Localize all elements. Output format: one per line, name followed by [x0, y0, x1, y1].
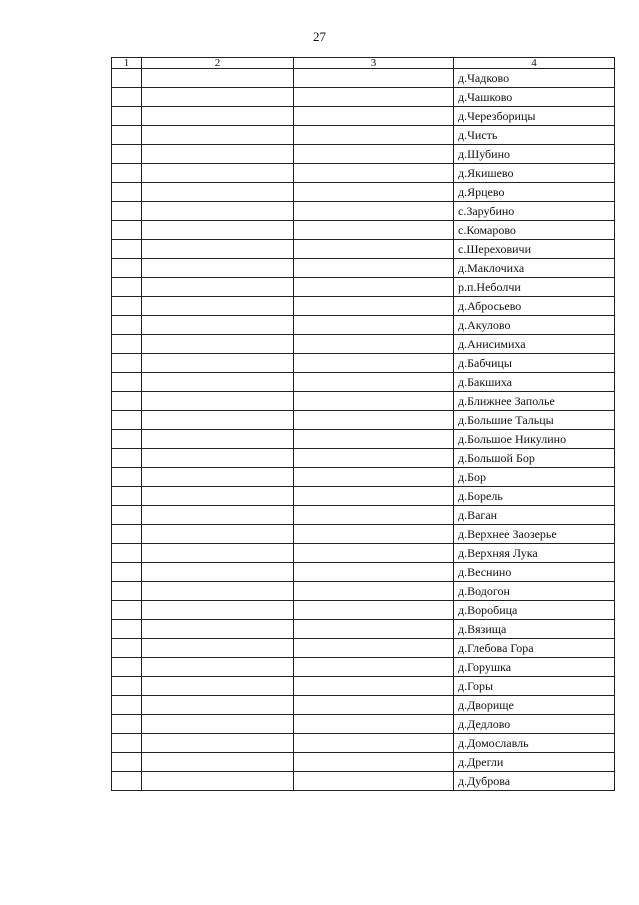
settlement-name: д.Чашково	[454, 88, 615, 107]
table-row	[112, 563, 615, 582]
settlement-name: д.Анисимиха	[454, 335, 615, 354]
cell-col-3	[294, 506, 454, 525]
cell-col-2	[142, 487, 294, 506]
cell-col-3	[294, 202, 454, 221]
cell-col-2	[142, 392, 294, 411]
cell-col-2	[142, 601, 294, 620]
cell-col-3	[294, 107, 454, 126]
cell-col-1	[112, 221, 142, 240]
cell-col-2	[142, 164, 294, 183]
table-row	[112, 582, 615, 601]
cell-col-1	[112, 373, 142, 392]
settlement-name: д.Дрегли	[454, 753, 615, 772]
settlement-name: д.Горы	[454, 677, 615, 696]
cell-col-3	[294, 715, 454, 734]
cell-col-1	[112, 354, 142, 373]
settlement-name: д.Акулово	[454, 316, 615, 335]
cell-col-3	[294, 164, 454, 183]
settlement-name: д.Шубино	[454, 145, 615, 164]
cell-col-2	[142, 88, 294, 107]
table-row	[112, 753, 615, 772]
cell-col-3	[294, 88, 454, 107]
cell-col-3	[294, 601, 454, 620]
cell-col-2	[142, 677, 294, 696]
settlement-name: д.Водогон	[454, 582, 615, 601]
cell-col-3	[294, 772, 454, 791]
cell-col-3	[294, 696, 454, 715]
settlement-name: д.Бакшиха	[454, 373, 615, 392]
cell-col-3	[294, 354, 454, 373]
cell-col-1	[112, 639, 142, 658]
cell-col-3	[294, 449, 454, 468]
table-header-row	[112, 58, 615, 69]
table-row	[112, 715, 615, 734]
settlement-name: с.Шереховичи	[454, 240, 615, 259]
table-row	[112, 278, 615, 297]
cell-col-2	[142, 354, 294, 373]
cell-col-1	[112, 164, 142, 183]
cell-col-3	[294, 392, 454, 411]
cell-col-1	[112, 753, 142, 772]
cell-col-2	[142, 259, 294, 278]
settlement-name: д.Дворище	[454, 696, 615, 715]
cell-col-3	[294, 620, 454, 639]
cell-col-1	[112, 487, 142, 506]
cell-col-1	[112, 430, 142, 449]
settlement-name: д.Верхнее Заозерье	[454, 525, 615, 544]
cell-col-2	[142, 506, 294, 525]
settlement-name: д.Верхняя Лука	[454, 544, 615, 563]
table-row	[112, 506, 615, 525]
table-row	[112, 259, 615, 278]
cell-col-2	[142, 620, 294, 639]
settlements-table	[111, 57, 615, 791]
cell-col-1	[112, 107, 142, 126]
cell-col-1	[112, 563, 142, 582]
cell-col-2	[142, 240, 294, 259]
cell-col-1	[112, 696, 142, 715]
settlement-name: р.п.Неболчи	[454, 278, 615, 297]
cell-col-1	[112, 69, 142, 88]
cell-col-1	[112, 772, 142, 791]
cell-col-1	[112, 183, 142, 202]
table-row	[112, 88, 615, 107]
settlement-name: д.Глебова Гора	[454, 639, 615, 658]
cell-col-2	[142, 221, 294, 240]
cell-col-3	[294, 658, 454, 677]
cell-col-3	[294, 183, 454, 202]
settlement-name: д.Маклочиха	[454, 259, 615, 278]
table-row	[112, 240, 615, 259]
cell-col-2	[142, 183, 294, 202]
settlement-name: д.Ближнее Заполье	[454, 392, 615, 411]
settlement-name: д.Большие Тальцы	[454, 411, 615, 430]
cell-col-3	[294, 753, 454, 772]
table-row	[112, 69, 615, 88]
table-row	[112, 164, 615, 183]
table-row	[112, 126, 615, 145]
cell-col-3	[294, 411, 454, 430]
settlement-name: д.Черезборицы	[454, 107, 615, 126]
cell-col-1	[112, 601, 142, 620]
cell-col-3	[294, 316, 454, 335]
cell-col-2	[142, 126, 294, 145]
cell-col-3	[294, 297, 454, 316]
table-row	[112, 316, 615, 335]
cell-col-3	[294, 69, 454, 88]
column-header-3: 3	[294, 58, 454, 69]
cell-col-2	[142, 544, 294, 563]
table-row	[112, 297, 615, 316]
cell-col-1	[112, 734, 142, 753]
cell-col-1	[112, 278, 142, 297]
table-row	[112, 487, 615, 506]
cell-col-3	[294, 734, 454, 753]
cell-col-1	[112, 145, 142, 164]
cell-col-1	[112, 658, 142, 677]
settlement-name: д.Ваган	[454, 506, 615, 525]
table-row	[112, 354, 615, 373]
table-row	[112, 202, 615, 221]
cell-col-2	[142, 468, 294, 487]
settlement-name: д.Веснино	[454, 563, 615, 582]
cell-col-2	[142, 753, 294, 772]
cell-col-3	[294, 145, 454, 164]
cell-col-1	[112, 525, 142, 544]
settlement-name: д.Домославль	[454, 734, 615, 753]
settlement-name: д.Горушка	[454, 658, 615, 677]
table-row	[112, 620, 615, 639]
cell-col-1	[112, 259, 142, 278]
table-row	[112, 468, 615, 487]
cell-col-1	[112, 449, 142, 468]
table-row	[112, 639, 615, 658]
settlement-name: с.Зарубино	[454, 202, 615, 221]
cell-col-2	[142, 297, 294, 316]
table-row	[112, 772, 615, 791]
table-row	[112, 411, 615, 430]
settlement-name: д.Дуброва	[454, 772, 615, 791]
cell-col-2	[142, 107, 294, 126]
cell-col-1	[112, 297, 142, 316]
cell-col-1	[112, 544, 142, 563]
cell-col-3	[294, 582, 454, 601]
cell-col-2	[142, 734, 294, 753]
cell-col-2	[142, 772, 294, 791]
cell-col-2	[142, 411, 294, 430]
cell-col-3	[294, 373, 454, 392]
table-row	[112, 677, 615, 696]
cell-col-2	[142, 316, 294, 335]
table-row	[112, 525, 615, 544]
cell-col-1	[112, 335, 142, 354]
cell-col-1	[112, 240, 142, 259]
cell-col-3	[294, 525, 454, 544]
settlement-name: д.Большое Никулино	[454, 430, 615, 449]
cell-col-1	[112, 316, 142, 335]
settlement-name: д.Бабчицы	[454, 354, 615, 373]
cell-col-3	[294, 335, 454, 354]
cell-col-2	[142, 696, 294, 715]
settlement-name: с.Комарово	[454, 221, 615, 240]
settlement-name: д.Якишево	[454, 164, 615, 183]
table-row	[112, 601, 615, 620]
table-row	[112, 658, 615, 677]
table-row	[112, 183, 615, 202]
cell-col-3	[294, 639, 454, 658]
table-row	[112, 696, 615, 715]
column-header-4: 4	[454, 58, 615, 69]
cell-col-3	[294, 430, 454, 449]
cell-col-3	[294, 240, 454, 259]
settlement-name: д.Бор	[454, 468, 615, 487]
settlement-name: д.Большой Бор	[454, 449, 615, 468]
cell-col-3	[294, 468, 454, 487]
cell-col-2	[142, 658, 294, 677]
settlement-name: д.Борель	[454, 487, 615, 506]
cell-col-2	[142, 69, 294, 88]
cell-col-2	[142, 335, 294, 354]
table-row	[112, 392, 615, 411]
cell-col-3	[294, 278, 454, 297]
settlement-name: д.Воробица	[454, 601, 615, 620]
column-header-2: 2	[142, 58, 294, 69]
cell-col-1	[112, 468, 142, 487]
settlement-name: д.Ярцево	[454, 183, 615, 202]
table-row	[112, 734, 615, 753]
cell-col-3	[294, 677, 454, 696]
cell-col-3	[294, 544, 454, 563]
cell-col-1	[112, 126, 142, 145]
cell-col-1	[112, 88, 142, 107]
cell-col-1	[112, 411, 142, 430]
settlement-name: д.Вязища	[454, 620, 615, 639]
cell-col-2	[142, 202, 294, 221]
table-row	[112, 544, 615, 563]
table-body	[112, 69, 615, 791]
cell-col-1	[112, 582, 142, 601]
cell-col-1	[112, 620, 142, 639]
cell-col-2	[142, 715, 294, 734]
cell-col-2	[142, 563, 294, 582]
cell-col-3	[294, 487, 454, 506]
cell-col-3	[294, 221, 454, 240]
cell-col-3	[294, 126, 454, 145]
cell-col-2	[142, 373, 294, 392]
cell-col-1	[112, 506, 142, 525]
cell-col-2	[142, 639, 294, 658]
cell-col-2	[142, 430, 294, 449]
table-row	[112, 107, 615, 126]
table-row	[112, 430, 615, 449]
cell-col-3	[294, 259, 454, 278]
cell-col-2	[142, 145, 294, 164]
cell-col-2	[142, 582, 294, 601]
cell-col-1	[112, 202, 142, 221]
settlement-name: д.Чадково	[454, 69, 615, 88]
table-row	[112, 373, 615, 392]
cell-col-2	[142, 449, 294, 468]
settlement-name: д.Дедлово	[454, 715, 615, 734]
settlement-name: д.Чисть	[454, 126, 615, 145]
settlement-name: д.Абросьево	[454, 297, 615, 316]
table-row	[112, 449, 615, 468]
column-header-1: 1	[112, 58, 142, 69]
table-row	[112, 221, 615, 240]
cell-col-3	[294, 563, 454, 582]
cell-col-2	[142, 525, 294, 544]
cell-col-1	[112, 677, 142, 696]
table-row	[112, 335, 615, 354]
table-row	[112, 145, 615, 164]
cell-col-1	[112, 392, 142, 411]
page-number: 27	[313, 29, 326, 44]
cell-col-1	[112, 715, 142, 734]
cell-col-2	[142, 278, 294, 297]
